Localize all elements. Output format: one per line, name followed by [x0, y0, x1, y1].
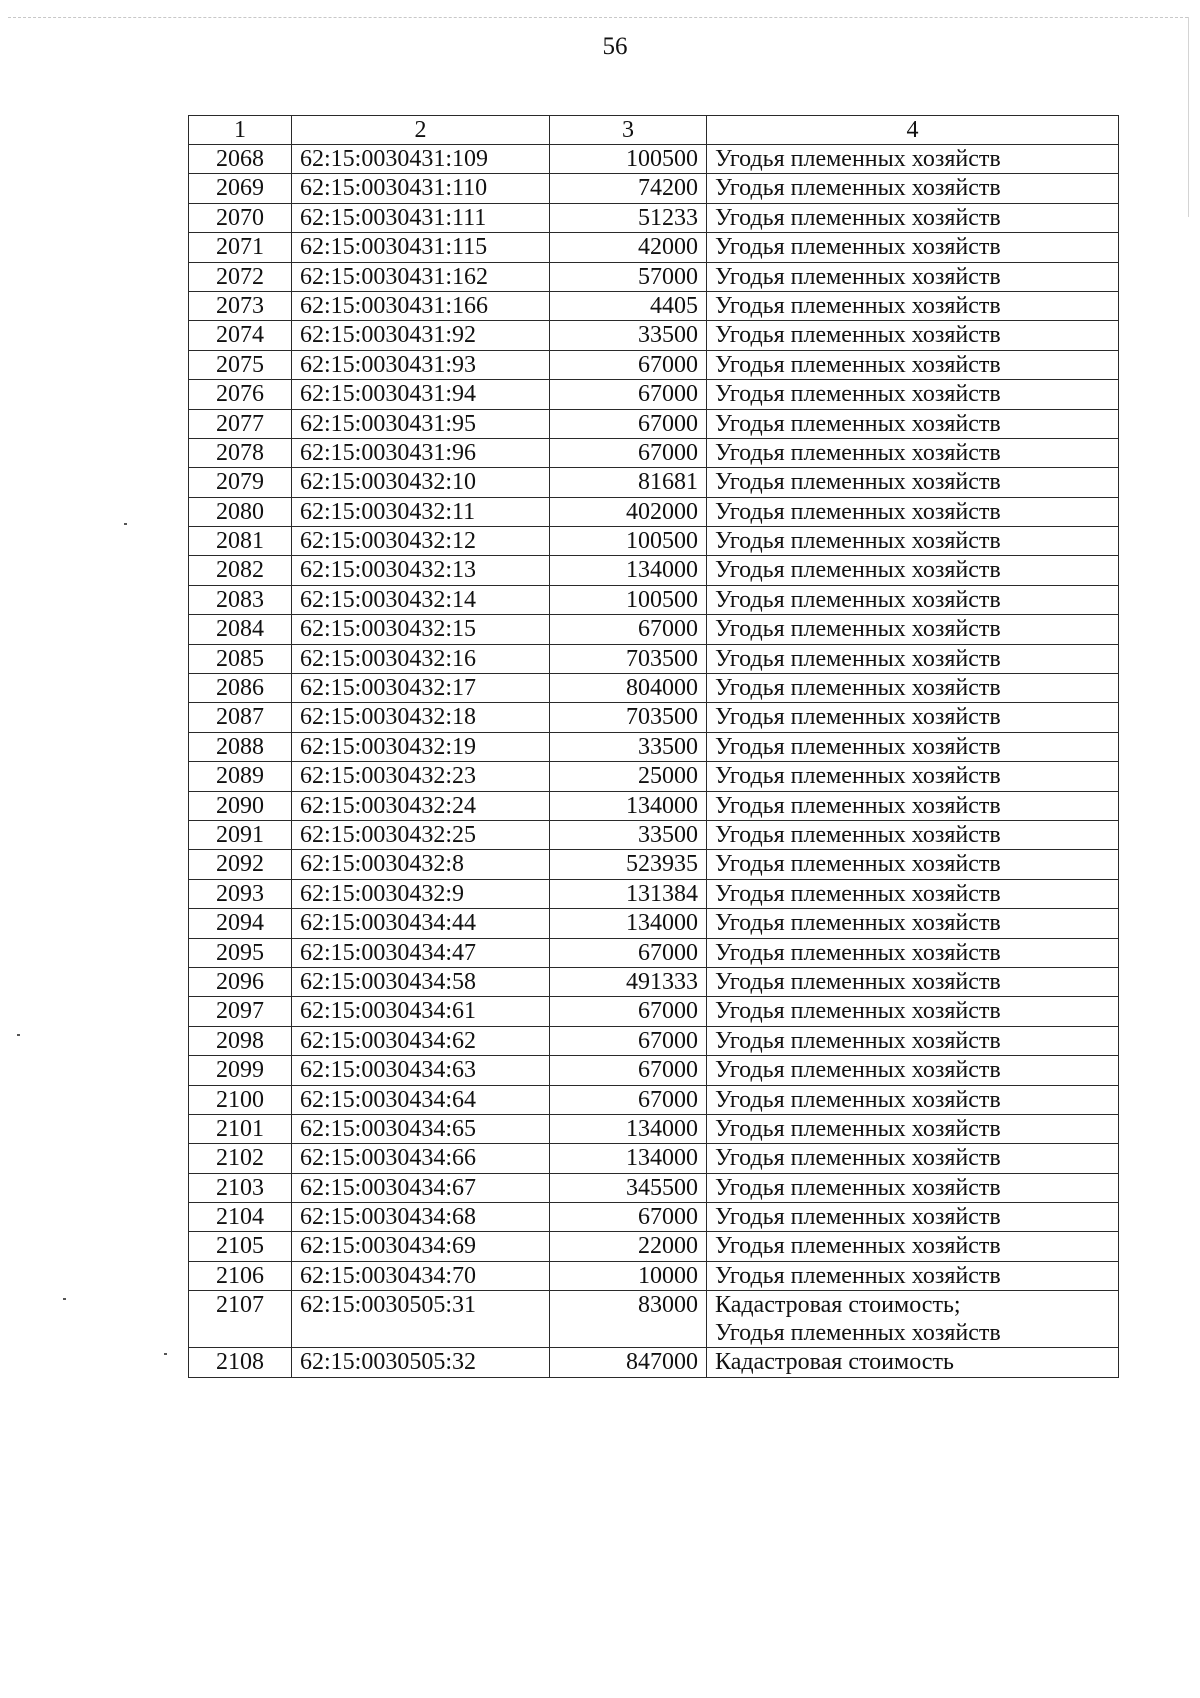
table-row — [189, 497, 1119, 526]
category-cell: Угодья племенных хозяйств — [707, 203, 1119, 232]
area-cell: 131384 — [550, 879, 707, 908]
area-cell: 25000 — [550, 762, 707, 791]
row-number-cell: 2104 — [189, 1203, 292, 1232]
category-cell: Угодья племенных хозяйств — [707, 1026, 1119, 1055]
area-cell: 67000 — [550, 438, 707, 467]
cadastral-number-cell: 62:15:0030431:110 — [292, 174, 550, 203]
area-cell: 134000 — [550, 791, 707, 820]
category-cell: Угодья племенных хозяйств — [707, 468, 1119, 497]
table-row — [189, 1348, 1119, 1377]
cadastral-number-cell: 62:15:0030434:44 — [292, 909, 550, 938]
row-number-cell: 2068 — [189, 145, 292, 174]
cadastral-number-cell: 62:15:0030434:69 — [292, 1232, 550, 1261]
cadastral-number-cell: 62:15:0030432:9 — [292, 879, 550, 908]
area-cell: 703500 — [550, 644, 707, 673]
table-row — [189, 1261, 1119, 1290]
category-cell: Угодья племенных хозяйств — [707, 409, 1119, 438]
area-cell: 134000 — [550, 1144, 707, 1173]
area-cell: 67000 — [550, 997, 707, 1026]
table-row — [189, 291, 1119, 320]
area-cell: 67000 — [550, 380, 707, 409]
row-number-cell: 2101 — [189, 1114, 292, 1143]
cadastral-number-cell: 62:15:0030434:66 — [292, 1144, 550, 1173]
area-cell: 67000 — [550, 409, 707, 438]
cadastral-number-cell: 62:15:0030431:95 — [292, 409, 550, 438]
row-number-cell: 2080 — [189, 497, 292, 526]
row-number-cell: 2106 — [189, 1261, 292, 1290]
table-row — [189, 203, 1119, 232]
scan-speck — [63, 1298, 66, 1300]
row-number-cell: 2079 — [189, 468, 292, 497]
area-cell: 4405 — [550, 291, 707, 320]
category-cell: Угодья племенных хозяйств — [707, 674, 1119, 703]
column-header-1: 1 — [189, 116, 292, 145]
table-row — [189, 585, 1119, 614]
category-cell: Угодья племенных хозяйств — [707, 762, 1119, 791]
area-cell: 523935 — [550, 850, 707, 879]
area-cell: 134000 — [550, 909, 707, 938]
area-cell: 42000 — [550, 233, 707, 262]
table-row — [189, 762, 1119, 791]
row-number-cell: 2091 — [189, 820, 292, 849]
category-cell: Угодья племенных хозяйств — [707, 703, 1119, 732]
row-number-cell: 2083 — [189, 585, 292, 614]
cadastral-number-cell: 62:15:0030431:93 — [292, 350, 550, 379]
table-row — [189, 850, 1119, 879]
table-row — [189, 967, 1119, 996]
area-cell: 100500 — [550, 585, 707, 614]
cadastral-number-cell: 62:15:0030434:62 — [292, 1026, 550, 1055]
table-row — [189, 527, 1119, 556]
row-number-cell: 2102 — [189, 1144, 292, 1173]
table-row — [189, 350, 1119, 379]
cadastral-number-cell: 62:15:0030434:65 — [292, 1114, 550, 1143]
row-number-cell: 2078 — [189, 438, 292, 467]
column-header-3: 3 — [550, 116, 707, 145]
area-cell: 67000 — [550, 1026, 707, 1055]
category-cell: Угодья племенных хозяйств — [707, 997, 1119, 1026]
column-header-4: 4 — [707, 116, 1119, 145]
row-number-cell: 2093 — [189, 879, 292, 908]
category-cell: Угодья племенных хозяйств — [707, 879, 1119, 908]
table-row — [189, 644, 1119, 673]
row-number-cell: 2072 — [189, 262, 292, 291]
area-cell: 67000 — [550, 1085, 707, 1114]
area-cell: 57000 — [550, 262, 707, 291]
cadastral-number-cell: 62:15:0030432:10 — [292, 468, 550, 497]
row-number-cell: 2073 — [189, 291, 292, 320]
row-number-cell: 2088 — [189, 732, 292, 761]
cadastral-number-cell: 62:15:0030505:31 — [292, 1291, 550, 1348]
area-cell: 402000 — [550, 497, 707, 526]
table-row — [189, 703, 1119, 732]
category-cell: Угодья племенных хозяйств — [707, 644, 1119, 673]
table-row — [189, 262, 1119, 291]
row-number-cell: 2076 — [189, 380, 292, 409]
row-number-cell: 2092 — [189, 850, 292, 879]
area-cell: 10000 — [550, 1261, 707, 1290]
cadastral-number-cell: 62:15:0030434:67 — [292, 1173, 550, 1202]
category-cell: Угодья племенных хозяйств — [707, 145, 1119, 174]
row-number-cell: 2089 — [189, 762, 292, 791]
area-cell: 804000 — [550, 674, 707, 703]
category-cell: Угодья племенных хозяйств — [707, 438, 1119, 467]
table-row — [189, 1291, 1119, 1348]
row-number-cell: 2094 — [189, 909, 292, 938]
table-row — [189, 438, 1119, 467]
area-cell: 33500 — [550, 820, 707, 849]
table-row — [189, 409, 1119, 438]
area-cell: 345500 — [550, 1173, 707, 1202]
cadastral-number-cell: 62:15:0030432:14 — [292, 585, 550, 614]
table-body — [189, 145, 1119, 1378]
row-number-cell: 2082 — [189, 556, 292, 585]
table-row — [189, 1173, 1119, 1202]
category-cell: Угодья племенных хозяйств — [707, 732, 1119, 761]
column-header-2: 2 — [292, 116, 550, 145]
table-row — [189, 791, 1119, 820]
category-cell: Угодья племенных хозяйств — [707, 233, 1119, 262]
area-cell: 67000 — [550, 1203, 707, 1232]
table-row — [189, 1114, 1119, 1143]
category-cell: Угодья племенных хозяйств — [707, 791, 1119, 820]
table-row — [189, 879, 1119, 908]
category-cell: Угодья племенных хозяйств — [707, 380, 1119, 409]
category-cell: Угодья племенных хозяйств — [707, 820, 1119, 849]
table-row — [189, 1144, 1119, 1173]
table-row — [189, 938, 1119, 967]
row-number-cell: 2096 — [189, 967, 292, 996]
row-number-cell: 2105 — [189, 1232, 292, 1261]
table-row — [189, 468, 1119, 497]
area-cell: 74200 — [550, 174, 707, 203]
cadastral-number-cell: 62:15:0030432:25 — [292, 820, 550, 849]
table-header-row — [189, 116, 1119, 145]
category-cell: Угодья племенных хозяйств — [707, 1144, 1119, 1173]
cadastral-number-cell: 62:15:0030434:61 — [292, 997, 550, 1026]
row-number-cell: 2099 — [189, 1056, 292, 1085]
cadastral-number-cell: 62:15:0030431:115 — [292, 233, 550, 262]
table-row — [189, 909, 1119, 938]
category-cell: Угодья племенных хозяйств — [707, 1173, 1119, 1202]
row-number-cell: 2071 — [189, 233, 292, 262]
table-row — [189, 732, 1119, 761]
row-number-cell: 2108 — [189, 1348, 292, 1377]
cadastral-number-cell: 62:15:0030434:68 — [292, 1203, 550, 1232]
category-cell: Угодья племенных хозяйств — [707, 527, 1119, 556]
table-row — [189, 1056, 1119, 1085]
cadastral-number-cell: 62:15:0030432:13 — [292, 556, 550, 585]
table-row — [189, 615, 1119, 644]
scan-top-edge — [8, 17, 1188, 18]
row-number-cell: 2097 — [189, 997, 292, 1026]
scan-speck — [164, 1353, 167, 1355]
cadastral-number-cell: 62:15:0030434:47 — [292, 938, 550, 967]
cadastral-number-cell: 62:15:0030432:18 — [292, 703, 550, 732]
cadastral-number-cell: 62:15:0030431:109 — [292, 145, 550, 174]
row-number-cell: 2100 — [189, 1085, 292, 1114]
row-number-cell: 2098 — [189, 1026, 292, 1055]
table-row — [189, 1203, 1119, 1232]
cadastral-number-cell: 62:15:0030434:63 — [292, 1056, 550, 1085]
cadastral-number-cell: 62:15:0030432:19 — [292, 732, 550, 761]
area-cell: 81681 — [550, 468, 707, 497]
row-number-cell: 2069 — [189, 174, 292, 203]
category-cell: Угодья племенных хозяйств — [707, 1114, 1119, 1143]
category-cell: Угодья племенных хозяйств — [707, 174, 1119, 203]
category-cell: Угодья племенных хозяйств — [707, 497, 1119, 526]
area-cell: 33500 — [550, 732, 707, 761]
category-cell: Угодья племенных хозяйств — [707, 350, 1119, 379]
table-row — [189, 145, 1119, 174]
cadastral-number-cell: 62:15:0030432:11 — [292, 497, 550, 526]
cadastral-number-cell: 62:15:0030432:24 — [292, 791, 550, 820]
category-cell: Кадастровая стоимость — [707, 1348, 1119, 1377]
area-cell: 134000 — [550, 556, 707, 585]
cadastral-number-cell: 62:15:0030432:12 — [292, 527, 550, 556]
category-cell: Угодья племенных хозяйств — [707, 909, 1119, 938]
cadastral-number-cell: 62:15:0030434:58 — [292, 967, 550, 996]
category-cell: Кадастровая стоимость; Угодья племенных хозяйств — [707, 1291, 1119, 1348]
row-number-cell: 2081 — [189, 527, 292, 556]
row-number-cell: 2075 — [189, 350, 292, 379]
table-row — [189, 1026, 1119, 1055]
area-cell: 703500 — [550, 703, 707, 732]
cadastral-number-cell: 62:15:0030432:15 — [292, 615, 550, 644]
cadastral-number-cell: 62:15:0030431:92 — [292, 321, 550, 350]
row-number-cell: 2107 — [189, 1291, 292, 1348]
area-cell: 67000 — [550, 350, 707, 379]
cadastral-number-cell: 62:15:0030505:32 — [292, 1348, 550, 1377]
land-register-table — [188, 115, 1119, 1378]
category-cell: Угодья племенных хозяйств — [707, 291, 1119, 320]
area-cell: 100500 — [550, 527, 707, 556]
row-number-cell: 2086 — [189, 674, 292, 703]
area-cell: 100500 — [550, 145, 707, 174]
cadastral-number-cell: 62:15:0030432:17 — [292, 674, 550, 703]
row-number-cell: 2085 — [189, 644, 292, 673]
category-cell: Угодья племенных хозяйств — [707, 262, 1119, 291]
cadastral-number-cell: 62:15:0030431:166 — [292, 291, 550, 320]
category-cell: Угодья племенных хозяйств — [707, 1056, 1119, 1085]
row-number-cell: 2084 — [189, 615, 292, 644]
category-cell: Угодья племенных хозяйств — [707, 615, 1119, 644]
row-number-cell: 2077 — [189, 409, 292, 438]
table-row — [189, 997, 1119, 1026]
area-cell: 134000 — [550, 1114, 707, 1143]
category-cell: Угодья племенных хозяйств — [707, 585, 1119, 614]
area-cell: 33500 — [550, 321, 707, 350]
table-row — [189, 380, 1119, 409]
cadastral-number-cell: 62:15:0030434:70 — [292, 1261, 550, 1290]
row-number-cell: 2087 — [189, 703, 292, 732]
row-number-cell: 2074 — [189, 321, 292, 350]
cadastral-number-cell: 62:15:0030432:16 — [292, 644, 550, 673]
category-cell: Угодья племенных хозяйств — [707, 1203, 1119, 1232]
page-number: 56 — [602, 33, 628, 60]
cadastral-number-cell: 62:15:0030432:23 — [292, 762, 550, 791]
area-cell: 51233 — [550, 203, 707, 232]
category-cell: Угодья племенных хозяйств — [707, 321, 1119, 350]
table-row — [189, 820, 1119, 849]
cadastral-number-cell: 62:15:0030434:64 — [292, 1085, 550, 1114]
area-cell: 847000 — [550, 1348, 707, 1377]
table-row — [189, 1232, 1119, 1261]
category-cell: Угодья племенных хозяйств — [707, 1085, 1119, 1114]
cadastral-number-cell: 62:15:0030431:162 — [292, 262, 550, 291]
category-cell: Угодья племенных хозяйств — [707, 938, 1119, 967]
table-row — [189, 233, 1119, 262]
area-cell: 67000 — [550, 615, 707, 644]
area-cell: 67000 — [550, 938, 707, 967]
table-row — [189, 1085, 1119, 1114]
table-row — [189, 556, 1119, 585]
area-cell: 67000 — [550, 1056, 707, 1085]
area-cell: 22000 — [550, 1232, 707, 1261]
area-cell: 491333 — [550, 967, 707, 996]
area-cell: 83000 — [550, 1291, 707, 1348]
category-cell: Угодья племенных хозяйств — [707, 850, 1119, 879]
cadastral-number-cell: 62:15:0030431:96 — [292, 438, 550, 467]
category-cell: Угодья племенных хозяйств — [707, 967, 1119, 996]
row-number-cell: 2095 — [189, 938, 292, 967]
category-cell: Угодья племенных хозяйств — [707, 556, 1119, 585]
table-row — [189, 321, 1119, 350]
row-number-cell: 2103 — [189, 1173, 292, 1202]
cadastral-number-cell: 62:15:0030431:111 — [292, 203, 550, 232]
scan-speck — [124, 523, 127, 525]
cadastral-number-cell: 62:15:0030431:94 — [292, 380, 550, 409]
category-cell: Угодья племенных хозяйств — [707, 1261, 1119, 1290]
category-cell: Угодья племенных хозяйств — [707, 1232, 1119, 1261]
cadastral-number-cell: 62:15:0030432:8 — [292, 850, 550, 879]
table-row — [189, 674, 1119, 703]
table-row — [189, 174, 1119, 203]
row-number-cell: 2070 — [189, 203, 292, 232]
scan-speck — [17, 1034, 20, 1036]
row-number-cell: 2090 — [189, 791, 292, 820]
